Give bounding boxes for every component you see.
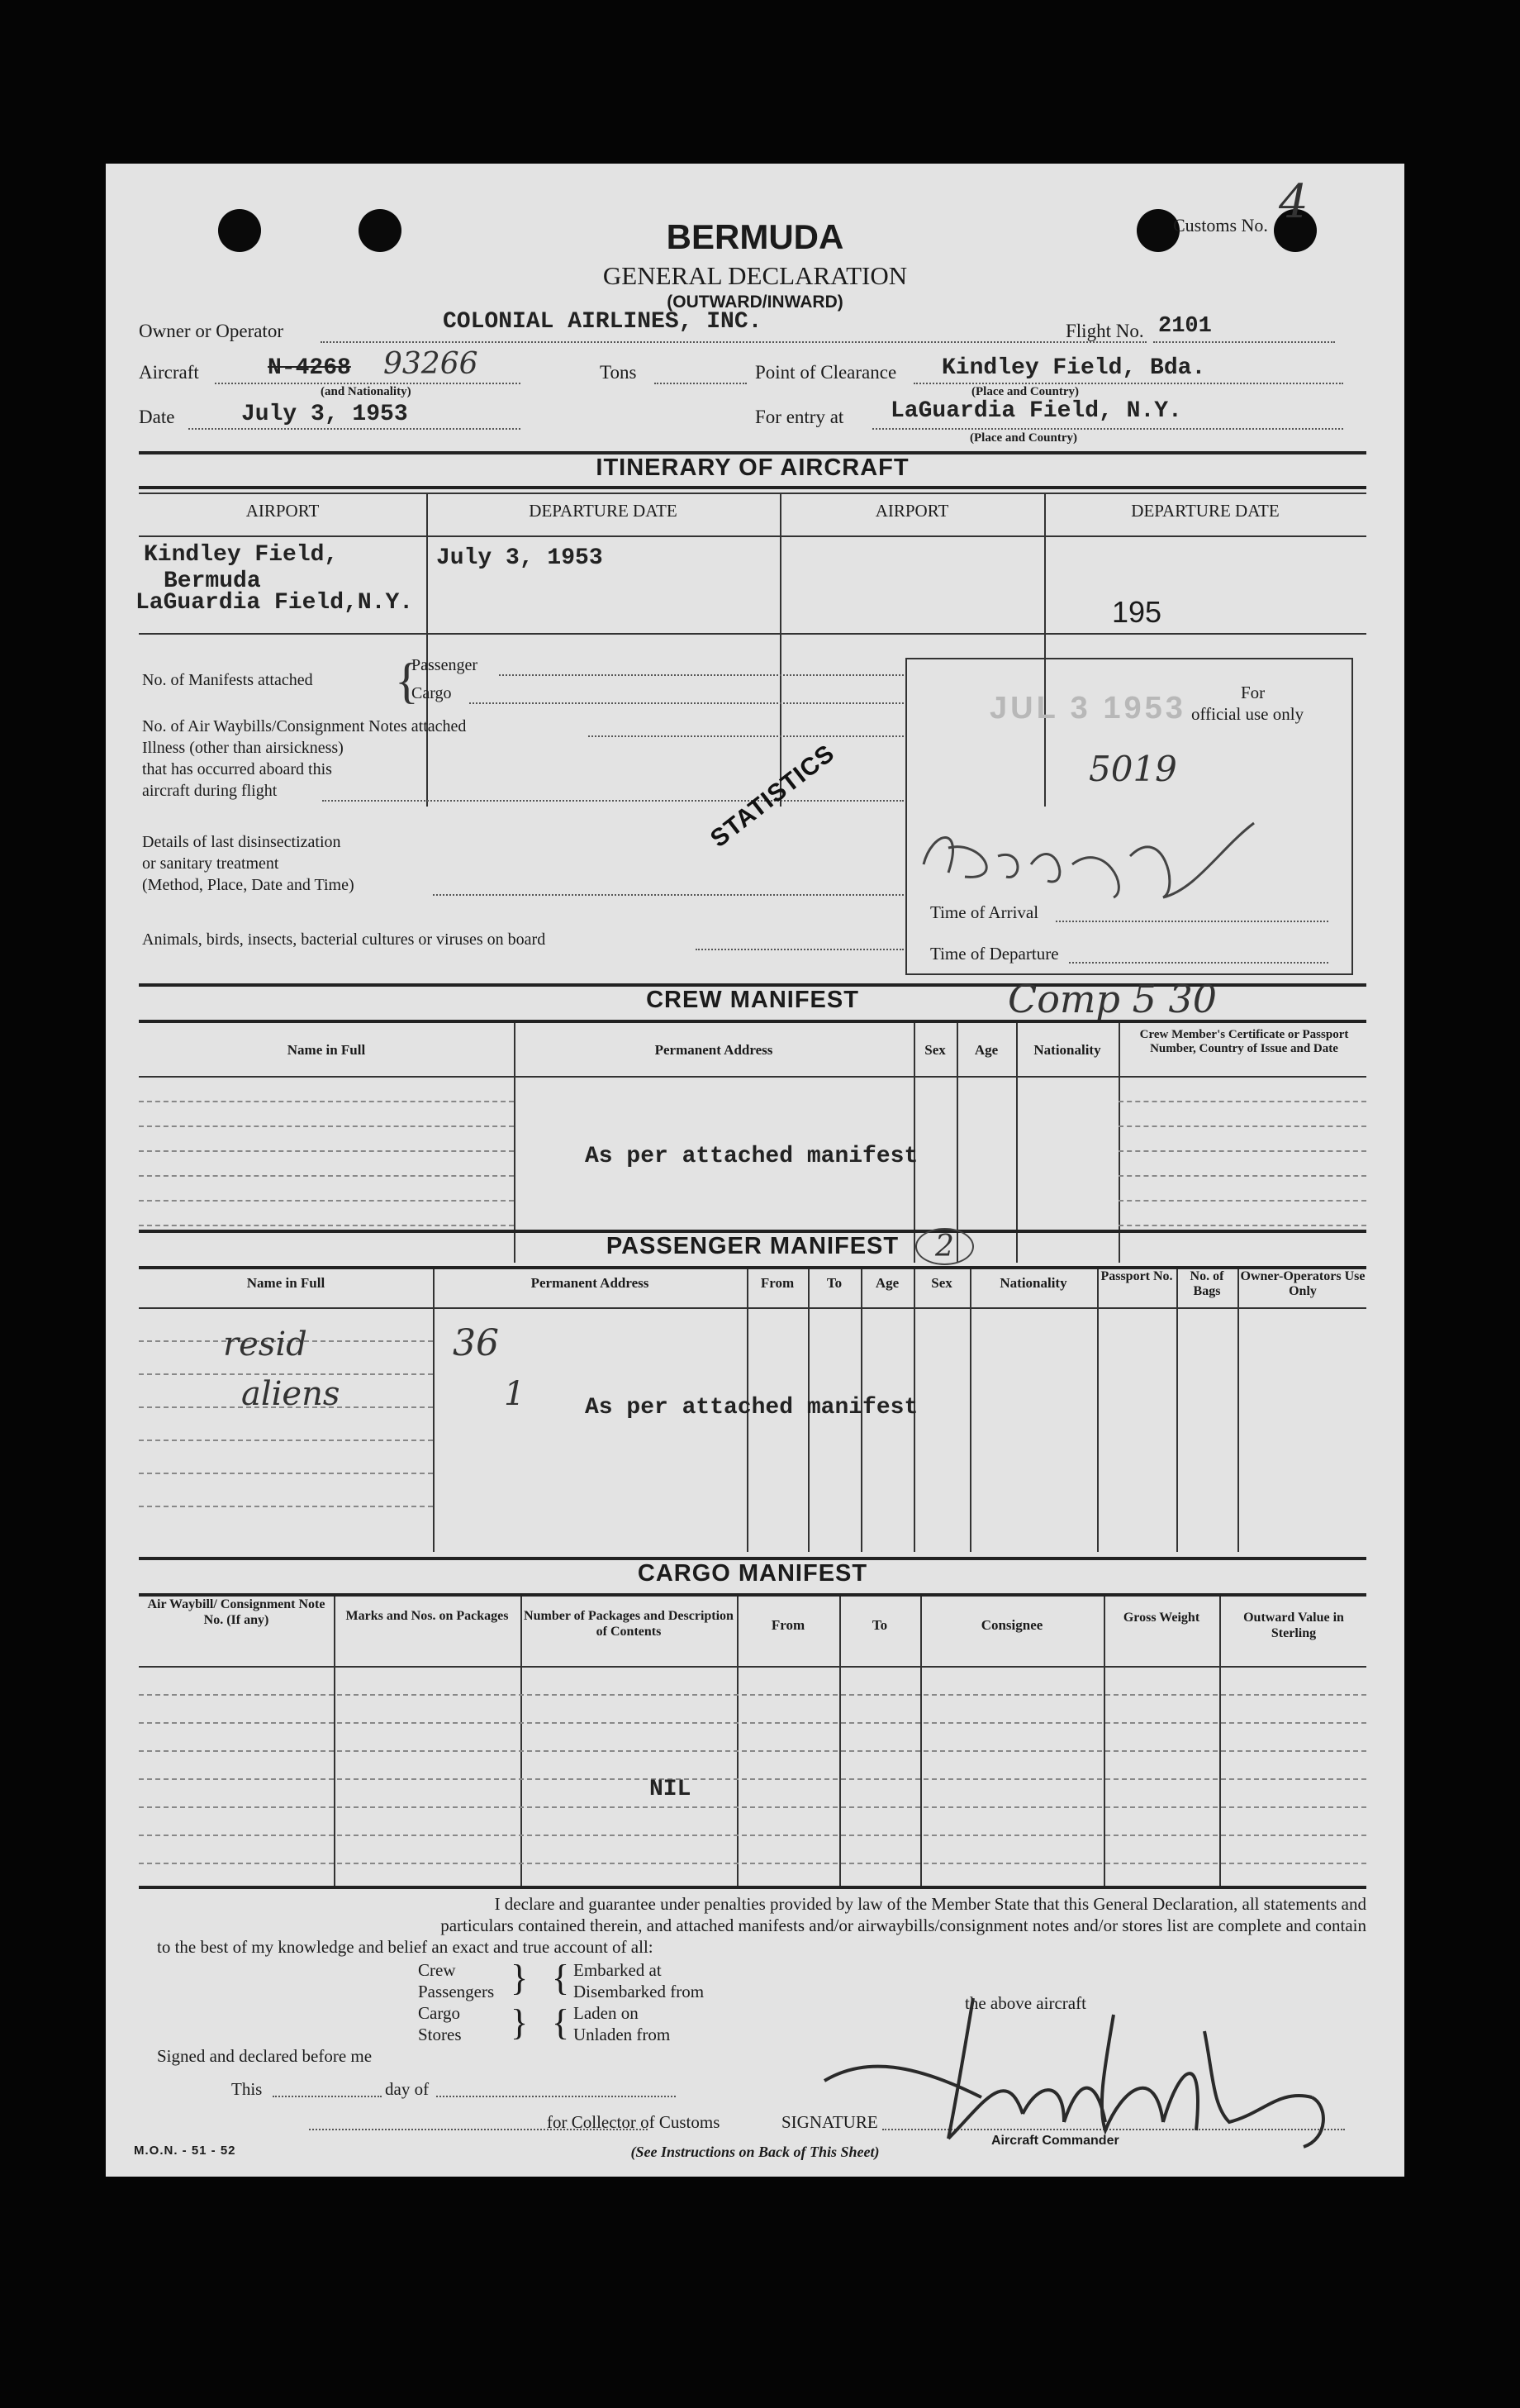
row-line [1119,1125,1366,1127]
cargo-header-value: Outward Value in Sterling [1243,1611,1344,1640]
pax-header-address: Permanent Address [530,1275,649,1291]
pax-header-name: Name in Full [246,1275,325,1291]
crew-note: As per attached manifest [585,1144,919,1169]
date-value: July 3, 1953 [241,402,408,427]
declaration-sheet [106,164,1404,2177]
pax-header-bags: No. of Bags [1190,1269,1224,1298]
cargo-line [469,702,904,704]
crew-header-certificate: Crew Member's Certificate or Passport Number, Country of Issue and Date [1139,1028,1349,1055]
decl-brace: } [511,1958,529,1998]
decl-brace: { [552,2002,570,2043]
row-line [139,1101,514,1102]
illness-label-2: that has occurred aboard this [142,760,332,778]
official-use-label: official use only [1191,704,1304,724]
rule [139,633,1366,635]
col-divider [1097,1269,1099,1552]
customs-no-label: Customs No. [1173,215,1268,236]
collector-label: for Collector of Customs [547,2112,720,2132]
rule [139,1886,1366,1889]
row-line [139,1175,514,1177]
signature-label: SIGNATURE [781,2112,878,2132]
itin-header-departure-2: DEPARTURE DATE [1131,501,1280,521]
cargo-header-to: To [872,1617,888,1633]
row-line [139,1473,433,1474]
signed-label: Signed and declared before me [157,2046,373,2066]
col-divider [1104,1597,1105,1886]
row-line [139,1722,1366,1724]
pax-header-to: To [826,1275,843,1291]
col-divider [520,1597,522,1886]
decl-stores: Stores [418,2025,462,2044]
aircraft-note: (and Nationality) [321,385,411,398]
owner-line [321,341,1147,343]
declaration-text-1: I declare and guarantee under penalties provided by law of the Member State that this General Declaration, all statements and [494,1894,1366,1914]
itin-departure-1: July 3, 1953 [436,545,603,571]
entry-note: (Place and Country) [970,431,1077,445]
itin-airport-1-line1: Kindley Field, [144,542,339,568]
pax-hand-row1-count: 36 [453,1322,499,1364]
rule [139,1307,1366,1309]
row-line [139,1778,1366,1780]
arrival-line [1056,921,1328,922]
waybills-line [588,735,904,737]
tons-label: Tons [600,362,637,383]
row-line [139,1225,514,1226]
customs-no-value: 4 [1279,175,1309,229]
form-subtitle: GENERAL DECLARATION [602,261,908,290]
clearance-label: Point of Clearance [755,362,897,383]
rule [139,1076,1366,1078]
col-divider [839,1597,841,1886]
cargo-header-consignee: Consignee [981,1617,1043,1633]
rule [139,493,1366,494]
this-line [273,2096,382,2097]
decl-crew: Crew [418,1960,456,1980]
clearance-value: Kindley Field, Bda. [942,355,1206,381]
rule [139,1020,1366,1023]
col-divider [514,1023,515,1263]
cargo-header-weight: Gross Weight [1123,1611,1200,1625]
row-line [139,1863,1366,1864]
passenger-line [499,674,904,676]
row-line [139,1200,514,1202]
arrival-label: Time of Arrival [930,902,1039,922]
entry-value: LaGuardia Field, N.Y. [891,398,1182,424]
rule [139,1666,1366,1668]
itin-airport-2: LaGuardia Field,N.Y. [135,590,414,616]
row-line [139,1506,433,1507]
pax-header-nationality: Nationality [1000,1275,1067,1291]
row-line [1119,1225,1366,1226]
decl-brace: } [511,2002,529,2043]
crew-header-name: Name in Full [287,1042,366,1058]
pax-hand-row1-name: resid [223,1325,307,1363]
col-divider [920,1597,922,1886]
row-line [1119,1200,1366,1202]
commander-label: Aircraft Commander [991,2134,1119,2148]
entry-line [872,428,1343,430]
tons-line [654,383,747,384]
departure-time-line [1069,962,1328,964]
entry-label: For entry at [755,407,844,427]
official-hand-number: 5019 [1089,749,1177,789]
disinsect-line [433,894,904,896]
official-signature [915,798,1279,914]
row-line [139,1835,1366,1836]
date-label: Date [139,407,175,427]
day-line [436,2096,676,2097]
clearance-line [914,383,1343,384]
flight-value: 2101 [1158,314,1212,339]
flight-line [1153,341,1335,343]
itin-stamp-number: 195 [1112,595,1162,629]
row-line [139,1806,1366,1808]
pax-header-from: From [760,1275,795,1291]
illness-label-1: Illness (other than airsickness) [142,739,344,757]
flight-label: Flight No. [1066,321,1144,341]
disinsect-label-2: or sanitary treatment [142,854,279,873]
row-line [139,1125,514,1127]
crew-header-age: Age [974,1042,999,1058]
cargo-manifest-label: Cargo [411,684,452,702]
cargo-title: CARGO MANIFEST [637,1560,868,1587]
row-line [139,1150,514,1152]
aircraft-label: Aircraft [139,362,199,383]
disinsect-label-1: Details of last disinsectization [142,833,341,851]
col-divider [334,1597,335,1886]
cargo-header-packages: Number of Packages and Description of Contents [524,1609,734,1639]
form-title: BERMUDA [666,217,844,256]
animals-line [696,949,904,950]
col-divider [426,493,428,807]
pax-hand-row2-name: aliens [241,1375,340,1413]
decl-laden: Laden on [573,2003,639,2023]
decl-unladen: Unladen from [573,2025,671,2044]
pax-header-passport: Passport No. [1100,1269,1173,1283]
day-label: day of [385,2079,430,2099]
pax-hand-row2-count: 1 [504,1375,525,1413]
row-line [139,1694,1366,1696]
col-divider [780,493,781,807]
aircraft-line [215,383,520,384]
decl-cargo: Cargo [418,2003,460,2023]
commander-signature [816,1982,1345,2155]
decl-disembarked: Disembarked from [573,1982,705,2001]
decl-passengers: Passengers [418,1982,495,2001]
row-line [1119,1101,1366,1102]
cargo-note: NIL [649,1777,691,1802]
col-divider [433,1269,435,1552]
cargo-header-waybill: Air Waybill/ Consignment Note No. (If any) [147,1597,325,1627]
declaration-text-3: to the best of my knowledge and belief an exact and true account of all: [157,1937,653,1957]
waybills-label: No. of Air Waybills/Consignment Notes attached [142,717,467,735]
form-direction: (OUTWARD/INWARD) [667,293,843,312]
itin-header-departure: DEPARTURE DATE [529,501,677,521]
rule [139,535,1366,537]
aircraft-hand-number: 93266 [383,347,478,381]
declaration-text-2: particulars contained therein, and attached manifests and/or airwaybills/consignment notes and/or stores list are complete and contain [440,1915,1366,1935]
cargo-header-from: From [771,1617,805,1633]
itin-header-airport-2: AIRPORT [875,501,949,521]
crew-header-nationality: Nationality [1033,1042,1101,1058]
passenger-label: Passenger [411,656,477,674]
decl-embarked: Embarked at [573,1960,662,1980]
row-line [139,1440,433,1441]
passenger-annotation: 2 [915,1228,974,1265]
clearance-note: (Place and Country) [971,385,1079,398]
passenger-note: As per attached manifest [585,1395,919,1421]
col-divider [957,1023,958,1263]
manifests-brace: { [395,654,419,708]
decl-brace: { [552,1958,570,1998]
itin-header-airport: AIRPORT [245,501,320,521]
statistics-stamp: STATISTICS [705,739,840,854]
for-label: For [1241,683,1266,702]
itin-airport-1-line2: Bermuda [164,569,261,594]
pax-header-sex: Sex [931,1275,952,1291]
col-divider [1176,1269,1178,1552]
passenger-title: PASSENGER MANIFEST [606,1233,900,1259]
pax-header-owner-use: Owner-Operators Use Only [1240,1269,1366,1298]
crew-annotation: Comp 5 30 [1008,977,1217,1021]
row-line [139,1750,1366,1752]
this-label: This [231,2079,263,2099]
above-aircraft-label: the above aircraft [965,1993,1086,2013]
row-line [1119,1175,1366,1177]
col-divider [1016,1023,1018,1263]
pax-header-age: Age [875,1275,900,1291]
col-divider [737,1597,739,1886]
rule [139,486,1366,489]
owner-value: COLONIAL AIRLINES, INC. [443,309,762,335]
col-divider [1119,1023,1120,1263]
illness-label-3: aircraft during flight [142,782,278,800]
form-code: M.O.N. - 51 - 52 [134,2144,236,2158]
date-line [188,428,520,430]
col-divider [914,1023,915,1263]
col-divider [1237,1269,1239,1552]
crew-header-sex: Sex [924,1042,946,1058]
departure-time-label: Time of Departure [930,944,1059,964]
aircraft-value: N-4268 [268,355,351,381]
instructions-note: (See Instructions on Back of This Sheet) [630,2144,880,2160]
disinsect-label-3: (Method, Place, Date and Time) [142,876,354,894]
row-line [1119,1150,1366,1152]
col-divider [970,1269,971,1552]
crew-header-address: Permanent Address [654,1042,773,1058]
illness-line [322,800,904,802]
animals-label: Animals, birds, insects, bacterial cultures or viruses on board [142,930,546,949]
cargo-header-marks: Marks and Nos. on Packages [345,1609,509,1623]
received-date-stamp: JUL 3 1953 [990,691,1186,726]
crew-title: CREW MANIFEST [646,987,859,1013]
owner-label: Owner or Operator [139,321,283,341]
manifests-label: No. of Manifests attached [142,671,313,689]
itinerary-title: ITINERARY OF AIRCRAFT [596,454,910,481]
